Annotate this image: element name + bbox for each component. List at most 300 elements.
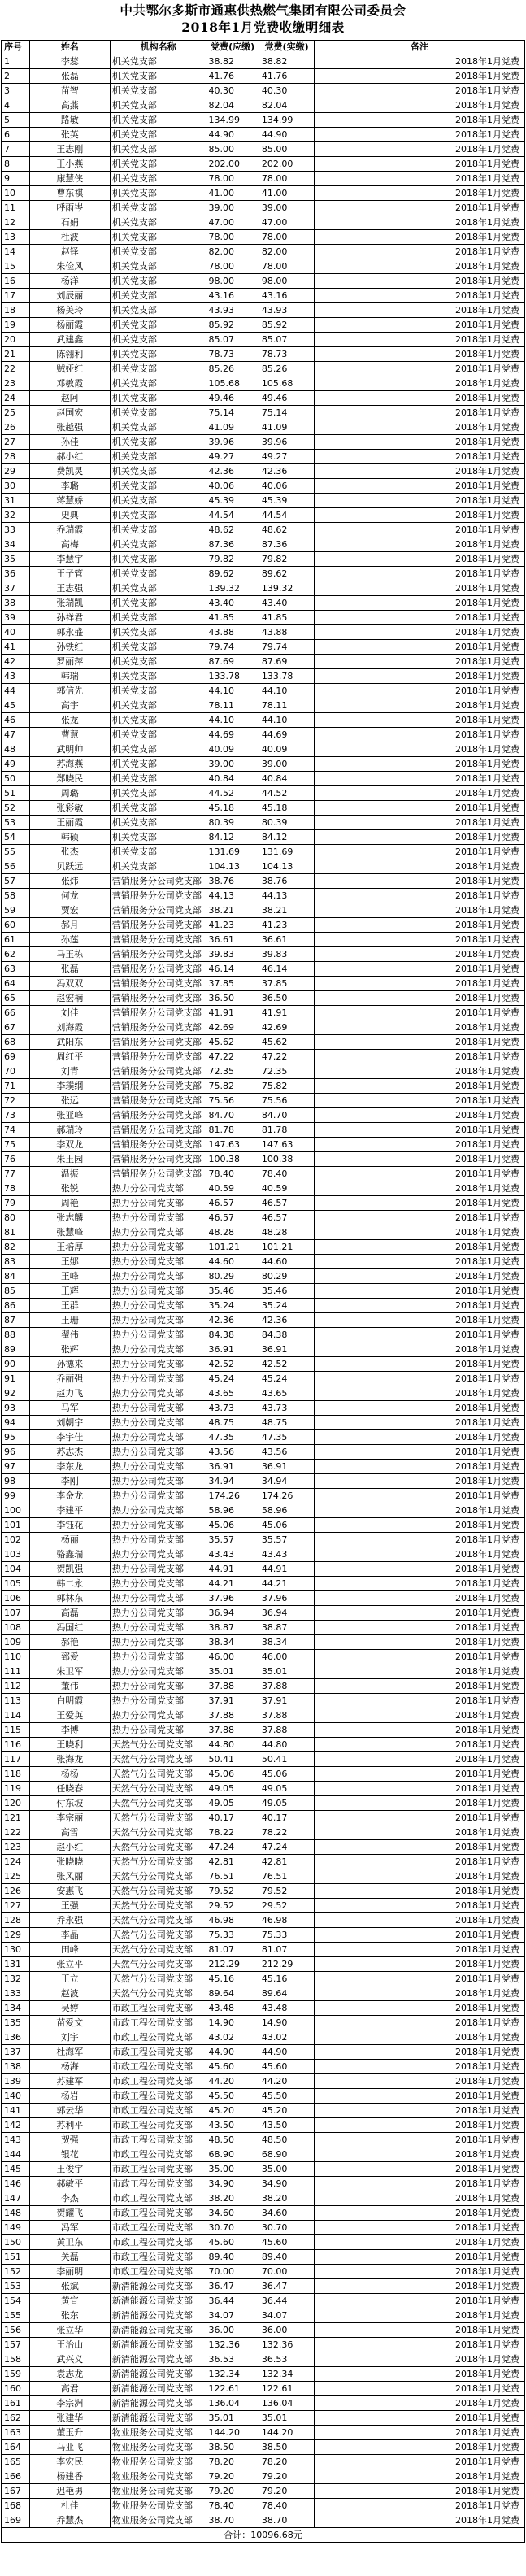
row-index: 40 [2,625,30,640]
org-name: 天然气分公司党支部 [110,1855,206,1869]
member-name: 路敏 [29,113,110,128]
table-row [2,2060,525,2074]
dues-paid: 41.00 [259,186,314,201]
dues-due: 35.24 [206,1299,259,1313]
table-row [2,1225,525,1240]
member-name: 冯国红 [29,1621,110,1635]
member-name: 苗智 [29,84,110,98]
org-name: 市政工程公司党支部 [110,2089,206,2104]
table-row [2,742,525,757]
org-name: 市政工程公司党支部 [110,2235,206,2250]
member-name: 杜海军 [29,2045,110,2060]
row-note: 2018年1月党费 [315,742,525,757]
row-index: 82 [2,1240,30,1255]
row-note: 2018年1月党费 [315,874,525,889]
dues-paid: 47.24 [259,1840,314,1855]
row-index: 133 [2,1986,30,2001]
dues-paid: 44.90 [259,2045,314,2060]
row-note: 2018年1月党费 [315,245,525,259]
row-note: 2018年1月党费 [315,333,525,347]
member-name: 张杰 [29,845,110,859]
dues-due: 202.00 [206,157,259,172]
org-name: 机关党支部 [110,845,206,859]
table-row [2,2001,525,2016]
dues-paid: 85.07 [259,333,314,347]
dues-due: 37.85 [206,977,259,991]
table-row [2,230,525,245]
dues-paid: 85.00 [259,142,314,157]
dues-due: 139.32 [206,581,259,596]
org-name: 热力分公司党支部 [110,1547,206,1562]
member-name: 张磊 [29,962,110,977]
member-name: 郝小红 [29,450,110,464]
row-note: 2018年1月党费 [315,2411,525,2426]
org-name: 机关党支部 [110,201,206,215]
org-name: 热力分公司党支部 [110,1181,206,1196]
dues-due: 85.92 [206,318,259,333]
dues-due: 44.60 [206,1255,259,1269]
table-row [2,874,525,889]
org-name: 天然气分公司党支部 [110,1943,206,1957]
table-row [2,1401,525,1416]
dues-due: 81.07 [206,1943,259,1957]
org-name: 天然气分公司党支部 [110,1840,206,1855]
dues-paid: 47.00 [259,215,314,230]
row-note: 2018年1月党费 [315,201,525,215]
member-name: 杨丽 [29,1533,110,1547]
row-index: 166 [2,2469,30,2484]
member-name: 张东 [29,2308,110,2323]
table-row [2,2367,525,2382]
org-name: 机关党支部 [110,186,206,201]
table-row [2,494,525,508]
dues-due: 44.10 [206,684,259,698]
dues-due: 43.50 [206,2118,259,2133]
org-name: 机关党支部 [110,728,206,742]
org-name: 机关党支部 [110,69,206,84]
row-index: 45 [2,698,30,713]
org-name: 天然气分公司党支部 [110,1928,206,1943]
dues-due: 78.40 [206,1167,259,1181]
member-name: 陈翎利 [29,347,110,362]
dues-due: 46.00 [206,1650,259,1664]
dues-due: 43.16 [206,289,259,303]
row-index: 15 [2,259,30,274]
dues-paid: 79.20 [259,2469,314,2484]
member-name: 李宇佳 [29,1430,110,1445]
table-row [2,2147,525,2162]
table-row [2,1196,525,1211]
row-index: 78 [2,1181,30,1196]
table-row [2,450,525,464]
table-row [2,2484,525,2499]
row-index: 57 [2,874,30,889]
row-index: 106 [2,1591,30,1606]
member-name: 迟艳男 [29,2484,110,2499]
dues-paid: 45.60 [259,2060,314,2074]
dues-due: 47.35 [206,1430,259,1445]
row-index: 26 [2,420,30,435]
org-name: 营销服务分公司党支部 [110,1006,206,1020]
row-index: 4 [2,98,30,113]
member-name: 乔慧杰 [29,2513,110,2528]
member-name: 李钰花 [29,1518,110,1533]
member-name: 李宗丽 [29,1811,110,1825]
dues-due: 87.69 [206,655,259,669]
row-index: 91 [2,1372,30,1386]
dues-due: 42.69 [206,1020,259,1035]
dues-paid: 37.88 [259,1708,314,1723]
row-index: 79 [2,1196,30,1211]
dues-paid: 89.40 [259,2250,314,2265]
dues-due: 42.81 [206,1855,259,1869]
row-note: 2018年1月党费 [315,1708,525,1723]
org-name: 热力分公司党支部 [110,1503,206,1518]
row-note: 2018年1月党费 [315,1972,525,1986]
dues-paid: 174.26 [259,1489,314,1503]
table-row [2,889,525,903]
dues-paid: 45.18 [259,801,314,816]
table-row [2,2074,525,2089]
member-name: 何龙 [29,889,110,903]
member-name: 吴婷 [29,2001,110,2016]
dues-paid: 44.91 [259,1562,314,1577]
table-row [2,1664,525,1679]
org-name: 机关党支部 [110,450,206,464]
row-note: 2018年1月党费 [315,2104,525,2118]
dues-due: 44.54 [206,508,259,523]
dues-paid: 35.57 [259,1533,314,1547]
row-note: 2018年1月党费 [315,508,525,523]
table-row [2,172,525,186]
row-note: 2018年1月党费 [315,128,525,142]
header-name: 姓名 [29,41,110,54]
table-row [2,1167,525,1181]
org-name: 热力分公司党支部 [110,1401,206,1416]
row-note: 2018年1月党费 [315,2294,525,2308]
row-index: 143 [2,2133,30,2147]
table-row [2,1635,525,1650]
dues-paid: 44.80 [259,1738,314,1752]
member-name: 李丽明 [29,2265,110,2279]
dues-due: 72.35 [206,1064,259,1079]
dues-paid: 75.33 [259,1928,314,1943]
table-row [2,2382,525,2396]
dues-due: 134.99 [206,113,259,128]
row-note: 2018年1月党费 [315,640,525,655]
row-note: 2018年1月党费 [315,2469,525,2484]
table-row [2,1050,525,1064]
header-org: 机构名称 [110,41,206,54]
dues-paid: 79.74 [259,640,314,655]
dues-due: 40.17 [206,1811,259,1825]
row-index: 164 [2,2440,30,2455]
org-name: 热力分公司党支部 [110,1606,206,1621]
member-name: 黄卫东 [29,2235,110,2250]
dues-due: 40.84 [206,772,259,786]
member-name: 张辉 [29,1342,110,1357]
dues-paid: 75.82 [259,1079,314,1094]
org-name: 新清能源公司党支部 [110,2279,206,2294]
member-name: 朱卫军 [29,1664,110,1679]
table-row [2,1972,525,1986]
member-name: 张斌 [29,2279,110,2294]
row-index: 129 [2,1928,30,1943]
dues-paid: 85.92 [259,318,314,333]
member-name: 郭信先 [29,684,110,698]
table-row [2,1386,525,1401]
row-note: 2018年1月党费 [315,435,525,450]
table-row [2,1650,525,1664]
table-row [2,830,525,845]
table-row [2,1503,525,1518]
dues-paid: 44.21 [259,1577,314,1591]
row-note: 2018年1月党费 [315,1313,525,1328]
dues-due: 41.76 [206,69,259,84]
org-name: 机关党支部 [110,523,206,537]
table-row [2,552,525,567]
dues-paid: 35.00 [259,2162,314,2177]
member-name: 高磊 [29,1606,110,1621]
table-row [2,1064,525,1079]
table-row [2,684,525,698]
dues-due: 48.62 [206,523,259,537]
org-name: 热力分公司党支部 [110,1562,206,1577]
table-row [2,2411,525,2426]
dues-paid: 98.00 [259,274,314,289]
org-name: 营销服务分公司党支部 [110,947,206,962]
row-note: 2018年1月党费 [315,1767,525,1782]
dues-paid: 48.75 [259,1416,314,1430]
org-name: 营销服务分公司党支部 [110,1094,206,1108]
dues-paid: 78.00 [259,259,314,274]
org-name: 机关党支部 [110,347,206,362]
dues-due: 35.01 [206,2411,259,2426]
dues-paid: 76.51 [259,1869,314,1884]
row-index: 17 [2,289,30,303]
row-note: 2018年1月党费 [315,1650,525,1664]
dues-due: 85.07 [206,333,259,347]
row-index: 10 [2,186,30,201]
org-name: 物业服务公司党支部 [110,2513,206,2528]
row-note: 2018年1月党费 [315,1035,525,1050]
table-row [2,289,525,303]
org-name: 新清能源公司党支部 [110,2367,206,2382]
dues-due: 43.65 [206,1386,259,1401]
row-note: 2018年1月党费 [315,2118,525,2133]
member-name: 王子管 [29,567,110,581]
member-name: 费凯灵 [29,464,110,479]
table-row [2,977,525,991]
dues-paid: 136.04 [259,2396,314,2411]
dues-paid: 37.91 [259,1694,314,1708]
org-name: 机关党支部 [110,494,206,508]
org-name: 机关党支部 [110,435,206,450]
dues-due: 47.24 [206,1840,259,1855]
row-index: 22 [2,362,30,376]
row-note: 2018年1月党费 [315,1269,525,1284]
member-name: 杨丽霞 [29,318,110,333]
table-row [2,2191,525,2206]
row-index: 36 [2,567,30,581]
row-index: 32 [2,508,30,523]
row-index: 5 [2,113,30,128]
row-note: 2018年1月党费 [315,2455,525,2469]
row-note: 2018年1月党费 [315,728,525,742]
row-index: 148 [2,2206,30,2221]
row-index: 142 [2,2118,30,2133]
table-row [2,69,525,84]
org-name: 机关党支部 [110,698,206,713]
dues-paid: 43.56 [259,1445,314,1460]
table-row [2,2338,525,2352]
dues-paid: 36.94 [259,1606,314,1621]
dues-paid: 78.40 [259,1167,314,1181]
table-row [2,1123,525,1138]
table-row [2,1357,525,1372]
row-index: 33 [2,523,30,537]
row-note: 2018年1月党费 [315,918,525,933]
dues-paid: 36.47 [259,2279,314,2294]
org-name: 营销服务分公司党支部 [110,1035,206,1050]
member-name: 董伟 [29,1679,110,1694]
row-note: 2018年1月党费 [315,376,525,391]
table-row [2,1489,525,1503]
table-row [2,113,525,128]
dues-paid: 82.04 [259,98,314,113]
member-name: 王强 [29,1899,110,1913]
row-index: 92 [2,1386,30,1401]
dues-paid: 78.00 [259,230,314,245]
table-row [2,1533,525,1547]
org-name: 营销服务分公司党支部 [110,991,206,1006]
table-row [2,2440,525,2455]
table-row [2,1752,525,1767]
dues-due: 44.52 [206,786,259,801]
row-index: 96 [2,1445,30,1460]
table-row [2,1313,525,1328]
table-row [2,1328,525,1342]
row-note: 2018年1月党费 [315,611,525,625]
row-note: 2018年1月党费 [315,1020,525,1035]
dues-due: 45.60 [206,2235,259,2250]
dues-due: 34.94 [206,1474,259,1489]
member-name: 杨海 [29,2060,110,2074]
org-name: 市政工程公司党支部 [110,2118,206,2133]
table-row [2,581,525,596]
row-note: 2018年1月党费 [315,2308,525,2323]
dues-paid: 36.91 [259,1342,314,1357]
dues-due: 84.70 [206,1108,259,1123]
table-row [2,2323,525,2338]
dues-due: 50.41 [206,1752,259,1767]
member-name: 黄宣 [29,2294,110,2308]
row-index: 11 [2,201,30,215]
row-index: 12 [2,215,30,230]
document-subtitle: 2018年1月党费收缴明细表 [181,20,345,35]
row-note: 2018年1月党费 [315,1606,525,1621]
dues-due: 14.90 [206,2016,259,2030]
dues-due: 41.23 [206,918,259,933]
row-index: 136 [2,2030,30,2045]
org-name: 天然气分公司党支部 [110,1738,206,1752]
org-name: 机关党支部 [110,128,206,142]
member-name: 周红平 [29,1050,110,1064]
dues-due: 45.18 [206,801,259,816]
org-name: 机关党支部 [110,552,206,567]
org-name: 市政工程公司党支部 [110,2250,206,2265]
row-index: 77 [2,1167,30,1181]
dues-due: 29.52 [206,1899,259,1913]
member-name: 安惠飞 [29,1884,110,1899]
dues-due: 76.51 [206,1869,259,1884]
row-note: 2018年1月党费 [315,2235,525,2250]
member-name: 李杰 [29,2191,110,2206]
org-name: 机关党支部 [110,333,206,347]
row-note: 2018年1月党费 [315,1401,525,1416]
row-index: 97 [2,1460,30,1474]
member-name: 张立平 [29,1957,110,1972]
row-note: 2018年1月党费 [315,567,525,581]
row-note: 2018年1月党费 [315,816,525,830]
dues-due: 36.00 [206,2323,259,2338]
row-note: 2018年1月党费 [315,2279,525,2294]
member-name: 马亚飞 [29,2440,110,2455]
table-row [2,157,525,172]
dues-paid: 39.00 [259,201,314,215]
org-name: 机关党支部 [110,274,206,289]
table-row [2,1679,525,1694]
dues-due: 80.39 [206,816,259,830]
member-name: 银花 [29,2147,110,2162]
row-note: 2018年1月党费 [315,962,525,977]
table-row [2,1460,525,1474]
table-row [2,859,525,874]
dues-due: 37.88 [206,1679,259,1694]
row-note: 2018年1月党费 [315,1518,525,1533]
org-name: 新清能源公司党支部 [110,2308,206,2323]
org-name: 机关党支部 [110,245,206,259]
row-index: 69 [2,1050,30,1064]
member-name: 张龙 [29,713,110,728]
row-note: 2018年1月党费 [315,1503,525,1518]
org-name: 热力分公司党支部 [110,1708,206,1723]
org-name: 机关党支部 [110,684,206,698]
row-index: 63 [2,962,30,977]
dues-paid: 30.70 [259,2221,314,2235]
table-row [2,2045,525,2060]
org-name: 新清能源公司党支部 [110,2338,206,2352]
table-row [2,1855,525,1869]
member-name: 李建平 [29,1503,110,1518]
row-index: 47 [2,728,30,742]
row-note: 2018年1月党费 [315,1430,525,1445]
dues-paid: 43.02 [259,2030,314,2045]
table-row [2,1342,525,1357]
member-name: 李蕊 [29,54,110,69]
row-note: 2018年1月党费 [315,1196,525,1211]
dues-paid: 44.13 [259,889,314,903]
member-name: 石娟 [29,215,110,230]
row-note: 2018年1月党费 [315,1167,525,1181]
row-note: 2018年1月党费 [315,1416,525,1430]
row-note: 2018年1月党费 [315,552,525,567]
row-index: 6 [2,128,30,142]
dues-paid: 78.11 [259,698,314,713]
row-note: 2018年1月党费 [315,303,525,318]
dues-paid: 44.10 [259,713,314,728]
member-name: 郝艳 [29,1635,110,1650]
